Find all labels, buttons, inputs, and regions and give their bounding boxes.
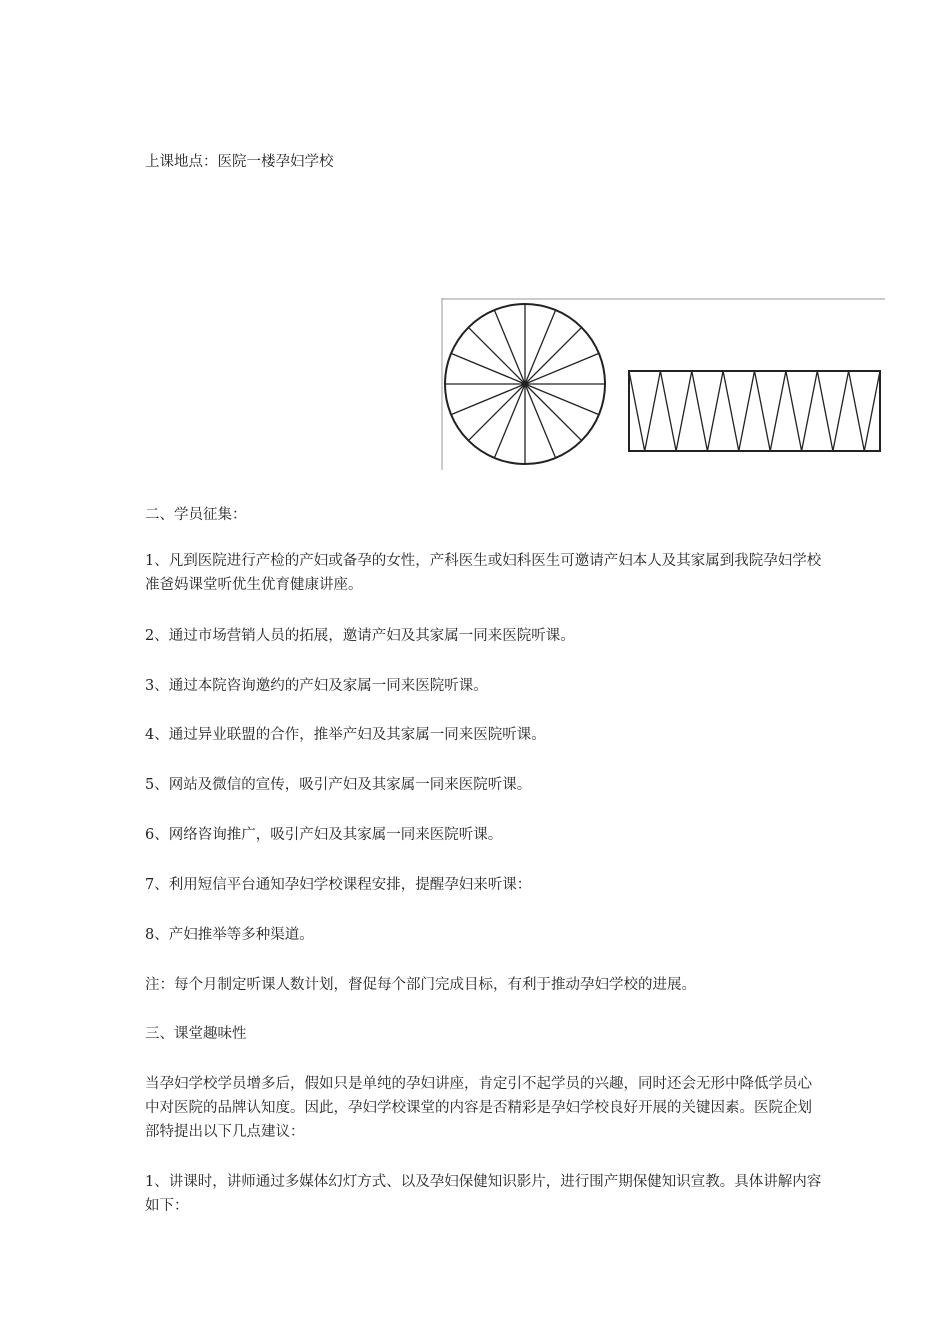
circle-spoke: [525, 384, 582, 441]
section3-heading: 三、课堂趣味性: [145, 1026, 247, 1042]
section2-item-7: 7、利用短信平台通知孕妇学校课程安排，提醒孕妇来听课：: [145, 877, 532, 893]
section2-item-8: 8、产妇推举等多种渠道。: [145, 927, 314, 943]
location-line: 上课地点：医院一楼孕妇学校: [145, 154, 334, 170]
section2-item-2: 2、通过市场营销人员的拓展，邀请产妇及其家属一同来医院听课。: [145, 628, 575, 644]
section2-item-4: 4、通过异业联盟的合作，推举产妇及其家属一同来医院听课。: [145, 727, 546, 743]
zigzag-line: [629, 371, 880, 451]
circle-spoke: [468, 327, 525, 384]
circle-spoke: [468, 384, 525, 441]
section3-item-1: 1、讲课时，讲师通过多媒体幻灯方式、以及孕妇保健知识影片，进行围产期保健知识宣教。具体讲解内容如下：: [145, 1174, 822, 1214]
section2-note: 注：每个月制定听课人数计划，督促每个部门完成目标，有利于推动孕妇学校的进展。: [145, 977, 696, 993]
section2-heading: 二、学员征集：: [145, 507, 247, 523]
section2-item-3: 3、通过本院咨询邀约的产妇及家属一同来医院听课。: [145, 678, 488, 694]
circle-spoke: [525, 327, 582, 384]
circle-sectors-diagram: [440, 298, 885, 470]
section3-paragraph: 当孕妇学校学员增多后，假如只是单纯的孕妇讲座，肯定引不起学员的兴趣，同时还会无形中降低学员心中对医院的品牌认知度。因此，孕妇学校课堂的内容是否精彩是孕妇学校良好开展的关键因素。医院企划部特提出以下几点建议：: [145, 1076, 812, 1140]
circle-spokes: [445, 304, 605, 464]
section2-item-1: 1、凡到医院进行产检的产妇或备孕的女性，产科医生或妇科医生可邀请产妇本人及其家属到我院孕妇学校准爸妈课堂听优生优育健康讲座。: [145, 553, 822, 593]
zigzag-rectangle: [629, 371, 880, 451]
section2-item-5: 5、网站及微信的宣传，吸引产妇及其家属一同来医院听课。: [145, 777, 532, 793]
section2-item-6: 6、网络咨询推广，吸引产妇及其家属一同来医院听课。: [145, 827, 503, 843]
